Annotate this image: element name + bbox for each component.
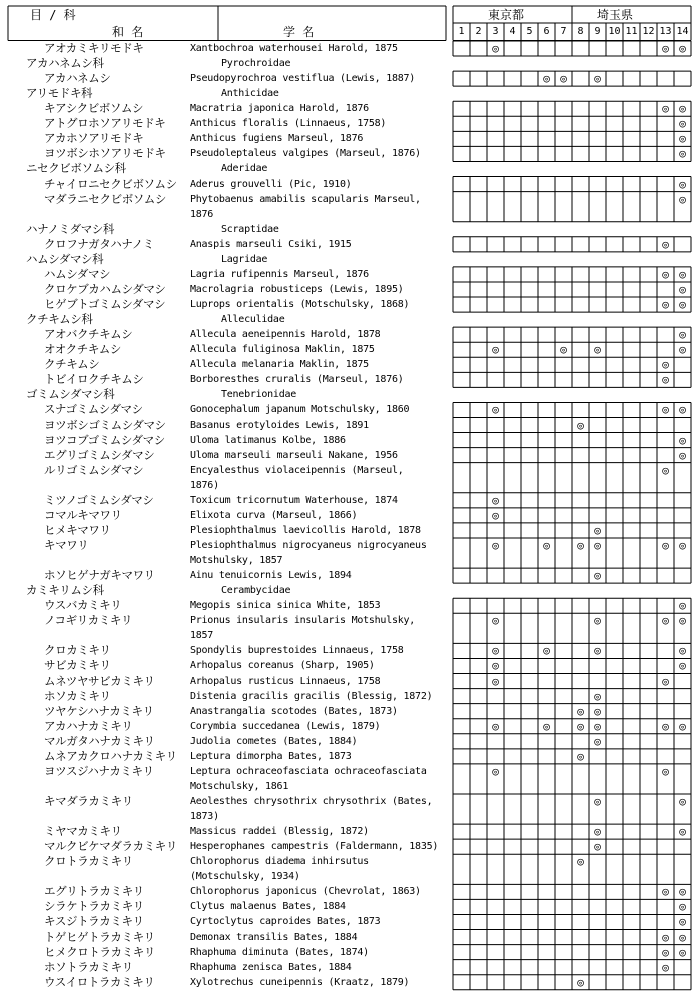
- species-name-ja: ホソカミキリ: [44, 688, 111, 703]
- presence-mark: ◎: [594, 719, 601, 733]
- presence-mark: ◎: [679, 900, 686, 914]
- species-name-sci: Judolia cometes (Bates, 1884): [190, 735, 358, 747]
- species-name-sci: Ainu tenuicornis Lewis, 1894: [190, 570, 352, 582]
- species-name-sci: Demonax transilis Bates, 1884: [190, 931, 358, 943]
- presence-mark: ◎: [662, 463, 669, 477]
- header-order-family: 目 / 科: [30, 8, 76, 22]
- presence-mark: ◎: [679, 614, 686, 628]
- site-number: 13: [659, 26, 672, 37]
- species-name-sci: Hesperophanes campestris (Faldermann, 1835): [190, 841, 439, 853]
- species-name-sci: Encyalesthus violaceipennis (Marseul,: [190, 464, 404, 476]
- family-name-ja: クチキムシ科: [26, 312, 93, 327]
- species-name-ja: ムネツヤサビカミキリ: [44, 673, 155, 688]
- presence-mark: ◎: [594, 840, 601, 854]
- presence-mark: ◎: [560, 343, 567, 357]
- presence-mark: ◎: [679, 328, 686, 342]
- species-name-ja: クロトラカミキリ: [44, 854, 133, 869]
- species-name-ja: スナゴミムシダマシ: [44, 402, 143, 417]
- presence-mark: ◎: [679, 298, 686, 312]
- presence-mark: ◎: [594, 689, 601, 703]
- family-name-ja: ゴミムシダマシ科: [26, 387, 115, 402]
- species-name-ja: クチキムシ: [44, 357, 100, 372]
- species-name-sci: Cyrtoclytus caproides Bates, 1873: [190, 916, 381, 928]
- header-scientific-name: 学 名: [283, 25, 315, 39]
- species-name-sci: Macratria japonica Harold, 1876: [190, 103, 369, 115]
- species-name-ja: トビイロクチキムシ: [44, 372, 144, 387]
- species-name-ja: マルクビケマダラカミキリ: [44, 839, 177, 854]
- presence-mark: ◎: [492, 644, 499, 658]
- species-name-ja: ヨツボシゴミムシダマシ: [44, 417, 166, 432]
- presence-mark: ◎: [662, 538, 669, 552]
- species-name-ja: コマルキマワリ: [44, 507, 122, 522]
- header-region-saitama: 埼玉県: [597, 8, 634, 22]
- presence-mark: ◎: [594, 795, 601, 808]
- site-number: 4: [509, 26, 516, 37]
- presence-mark: ◎: [577, 975, 584, 989]
- presence-mark: ◎: [543, 719, 550, 733]
- species-name-sci: Distenia gracilis gracilis (Blessig, 1872): [190, 690, 433, 702]
- species-name-sci: Pseudoleptaleus valgipes (Marseul, 1876): [190, 148, 421, 160]
- family-name-sci: Scraptidae: [221, 223, 279, 235]
- presence-mark: ◎: [594, 644, 601, 658]
- presence-mark: ◎: [679, 343, 686, 357]
- species-name-sci: Allecula aeneipennis Harold, 1878: [190, 329, 381, 341]
- presence-mark: ◎: [492, 764, 499, 778]
- presence-mark: ◎: [679, 599, 686, 613]
- species-name-sci: Borboresthes cruralis (Marseul, 1876): [190, 374, 404, 386]
- species-name-ja: ヒメキマワリ: [44, 522, 111, 537]
- species-name-ja: ツヤケシハナカミキリ: [44, 703, 154, 718]
- presence-mark: ◎: [594, 72, 601, 86]
- species-name-ja: キアシクビボソムシ: [44, 101, 144, 116]
- species-name-ja: ムネアカクロハナカミキリ: [44, 748, 177, 763]
- presence-mark: ◎: [679, 930, 686, 944]
- presence-mark: ◎: [492, 343, 499, 357]
- species-name-sci: Plesiophthalmus nigrocyaneus nigrocyaneus: [190, 539, 427, 551]
- site-number: 1: [458, 26, 465, 37]
- species-name-sci-continued: 1876): [190, 479, 219, 491]
- family-name-sci: Pyrochroidae: [221, 58, 291, 70]
- presence-mark: ◎: [577, 538, 584, 552]
- species-name-ja: エグリトラカミキリ: [44, 884, 144, 899]
- species-name-sci-continued: (Motschulsky, 1934): [190, 871, 300, 883]
- presence-mark: ◎: [679, 117, 686, 131]
- species-name-sci: Basanus erotyloides Lewis, 1891: [190, 419, 369, 431]
- species-name-ja: ミツノゴミムシダマシ: [44, 492, 154, 507]
- presence-mark: ◎: [594, 614, 601, 628]
- species-name-sci: Aderus grouvelli (Pic, 1910): [190, 178, 352, 190]
- presence-mark: ◎: [679, 825, 686, 839]
- presence-mark: ◎: [577, 749, 584, 763]
- presence-mark: ◎: [679, 267, 686, 281]
- presence-mark: ◎: [662, 885, 669, 899]
- species-name-ja: アカハネムシ: [44, 71, 111, 86]
- presence-mark: ◎: [679, 448, 686, 462]
- species-name-ja: ハムシダマシ: [44, 266, 111, 281]
- species-name-sci: Anthicus floralis (Linnaeus, 1758): [190, 118, 387, 130]
- presence-mark: ◎: [492, 719, 499, 733]
- site-number: 6: [543, 26, 550, 37]
- presence-mark: ◎: [679, 192, 686, 206]
- species-name-ja: ヒゲブトゴミムシダマシ: [44, 297, 166, 312]
- species-name-ja: アトグロホソアリモドキ: [44, 116, 166, 131]
- family-name-sci: Aderidae: [221, 163, 268, 175]
- presence-mark: ◎: [679, 945, 686, 959]
- family-name-sci: Anthicidae: [221, 88, 279, 100]
- species-name-ja: エグリゴミムシダマシ: [44, 447, 155, 462]
- presence-mark: ◎: [662, 764, 669, 778]
- species-name-sci: Elixota curva (Marseul, 1866): [190, 509, 358, 521]
- species-name-sci: Macrolagria robusticeps (Lewis, 1895): [190, 283, 404, 295]
- species-name-sci: Xylotrechus cuneipennis (Kraatz, 1879): [190, 976, 410, 988]
- family-name-sci: Tenebrionidae: [221, 389, 297, 401]
- species-name-sci: Rhaphuma zenisca Bates, 1884: [190, 961, 352, 973]
- site-number: 2: [475, 26, 482, 37]
- site-number: 3: [492, 26, 499, 37]
- site-number: 7: [560, 26, 567, 37]
- site-number: 10: [608, 26, 621, 37]
- presence-mark: ◎: [662, 614, 669, 628]
- species-name-ja: クロカミキリ: [44, 643, 111, 658]
- family-name-sci: Cerambycidae: [221, 585, 291, 597]
- species-name-sci: Lagria rufipennis Marseul, 1876: [190, 268, 369, 280]
- presence-mark: ◎: [679, 147, 686, 161]
- presence-mark: ◎: [679, 719, 686, 733]
- species-name-ja: シラケトラカミキリ: [44, 899, 144, 914]
- presence-mark: ◎: [662, 358, 669, 372]
- species-name-ja: ヨツスジハナカミキリ: [44, 763, 154, 778]
- presence-mark: ◎: [492, 403, 499, 417]
- presence-mark: ◎: [492, 42, 499, 55]
- presence-mark: ◎: [679, 538, 686, 552]
- presence-mark: ◎: [543, 538, 550, 552]
- species-name-ja: サビカミキリ: [44, 658, 111, 673]
- presence-mark: ◎: [679, 177, 686, 191]
- presence-mark: ◎: [662, 237, 669, 251]
- species-name-sci: Pseudopyrochroa vestiflua (Lewis, 1887): [190, 73, 416, 85]
- species-name-ja: キマダラカミキリ: [44, 794, 133, 808]
- presence-mark: ◎: [679, 433, 686, 447]
- species-name-ja: オオクチキムシ: [44, 342, 122, 357]
- presence-mark: ◎: [679, 885, 686, 899]
- species-name-ja: ノコギリカミキリ: [44, 613, 133, 628]
- presence-mark: ◎: [679, 102, 686, 116]
- presence-mark: ◎: [679, 659, 686, 673]
- species-name-sci: Allecula fuliginosa Maklin, 1875: [190, 344, 375, 356]
- presence-mark: ◎: [594, 538, 601, 552]
- family-name-ja: カミキリムシ科: [26, 583, 104, 598]
- species-name-sci: Leptura dimorpha Bates, 1873: [190, 750, 352, 762]
- species-name-sci: Plesiophthalmus laevicollis Harold, 1878: [190, 524, 421, 536]
- species-name-ja: ホソトラカミキリ: [44, 959, 133, 974]
- presence-mark: ◎: [679, 795, 686, 808]
- species-name-sci: Spondylis buprestoides Linnaeus, 1758: [190, 645, 404, 657]
- presence-mark: ◎: [662, 403, 669, 417]
- presence-mark: ◎: [594, 825, 601, 839]
- presence-mark: ◎: [577, 704, 584, 718]
- species-name-ja: ウスバカミキリ: [44, 598, 122, 613]
- presence-mark: ◎: [543, 72, 550, 86]
- species-name-ja: アカホソアリモドキ: [44, 131, 144, 146]
- species-name-ja: ヨツボシホソアリモドキ: [44, 146, 166, 161]
- species-name-ja: キスジトラカミキリ: [44, 914, 144, 929]
- presence-mark: ◎: [577, 855, 584, 869]
- presence-mark: ◎: [594, 734, 601, 748]
- presence-mark: ◎: [662, 674, 669, 688]
- species-name-ja: キマワリ: [44, 537, 89, 552]
- presence-mark: ◎: [662, 945, 669, 959]
- species-name-sci: Aeolesthes chrysothrix chrysothrix (Bates,: [190, 796, 433, 807]
- presence-mark: ◎: [492, 659, 499, 673]
- species-name-sci: Gonocephalum japanum Motschulsky, 1860: [190, 404, 410, 416]
- species-name-ja: チャイロニセクビボソムシ: [44, 176, 177, 191]
- species-name-ja: ウスイロトラカミキリ: [44, 974, 155, 989]
- species-name-sci: Uloma marseuli marseuli Nakane, 1956: [190, 449, 398, 461]
- presence-mark: ◎: [662, 373, 669, 387]
- presence-mark: ◎: [492, 508, 499, 522]
- species-name-sci: Leptura ochraceofasciata ochraceofasciata: [190, 765, 427, 777]
- species-name-ja: トゲヒゲトラカミキリ: [44, 929, 155, 944]
- species-name-ja: クロケブカハムシダマシ: [44, 281, 166, 296]
- species-name-sci: Xantbochroa waterhousei Harold, 1875: [190, 43, 398, 54]
- species-name-sci: Uloma latimanus Kolbe, 1886: [190, 434, 346, 446]
- family-name-ja: アカハネムシ科: [26, 56, 104, 71]
- family-name-sci: Alleculidae: [221, 314, 285, 326]
- species-name-ja: ヨツコブゴミムシダマシ: [44, 432, 165, 447]
- presence-mark: ◎: [577, 418, 584, 432]
- presence-mark: ◎: [492, 674, 499, 688]
- presence-mark: ◎: [679, 915, 686, 929]
- species-name-sci: Anastrangalia scotodes (Bates, 1873): [190, 705, 398, 717]
- species-name-sci: Allecula melanaria Maklin, 1875: [190, 359, 369, 371]
- presence-mark: ◎: [662, 930, 669, 944]
- species-name-ja: マルガタハナカミキリ: [44, 733, 155, 748]
- species-name-sci: Corymbia succedanea (Lewis, 1879): [190, 720, 381, 732]
- family-name-ja: ハムシダマシ科: [26, 251, 104, 266]
- species-name-ja: ヒメクロトラカミキリ: [44, 944, 155, 959]
- species-name-sci: Toxicum tricornutum Waterhouse, 1874: [190, 494, 398, 506]
- presence-mark: ◎: [594, 343, 601, 357]
- site-number: 8: [577, 26, 584, 37]
- header-japanese-name: 和 名: [112, 25, 144, 39]
- species-name-sci: Arhopalus rusticus Linnaeus, 1758: [190, 675, 381, 687]
- species-name-ja: アカハナカミキリ: [44, 718, 133, 733]
- family-name-ja: ニセクビボソムシ科: [26, 161, 126, 176]
- species-name-ja: アオバクチキムシ: [44, 327, 133, 342]
- presence-mark: ◎: [543, 644, 550, 658]
- species-name-sci: Chlorophorus japonicus (Chevrolat, 1863): [190, 886, 421, 898]
- species-name-sci-continued: 1876: [190, 208, 214, 220]
- presence-mark: ◎: [679, 644, 686, 658]
- species-name-sci-continued: Motshulsky, 1857: [190, 555, 283, 567]
- presence-mark: ◎: [662, 298, 669, 312]
- species-name-ja: ルリゴミムシダマシ: [44, 462, 144, 477]
- presence-mark: ◎: [679, 282, 686, 296]
- family-name-sci: Lagridae: [221, 253, 268, 265]
- family-name-ja: アリモドキ科: [26, 86, 93, 101]
- species-name-ja: アオカミキリモドキ: [44, 41, 144, 55]
- site-number: 9: [594, 26, 601, 37]
- species-name-sci: Chlorophorus diadema inhirsutus: [190, 856, 369, 868]
- species-name-sci-continued: 1873): [190, 811, 219, 823]
- presence-mark: ◎: [662, 719, 669, 733]
- presence-mark: ◎: [662, 267, 669, 281]
- site-number: 12: [642, 26, 655, 37]
- presence-mark: ◎: [594, 523, 601, 537]
- species-name-sci: Anthicus fugiens Marseul, 1876: [190, 133, 364, 145]
- species-name-sci-continued: 1857: [190, 630, 214, 642]
- species-name-sci: Clytus malaenus Bates, 1884: [190, 901, 346, 913]
- site-number: 11: [625, 26, 638, 37]
- species-name-sci: Massicus raddei (Blessig, 1872): [190, 826, 369, 838]
- species-name-sci: Arhopalus coreanus (Sharp, 1905): [190, 660, 375, 672]
- site-number: 14: [676, 26, 689, 37]
- site-number: 5: [526, 26, 533, 37]
- species-name-ja: ホソヒゲナガキマワリ: [44, 568, 155, 583]
- presence-mark: ◎: [560, 72, 567, 86]
- presence-mark: ◎: [679, 42, 686, 55]
- species-name-ja: マダラニセクビボソムシ: [44, 191, 166, 206]
- species-name-ja: クロフナガタハナノミ: [44, 236, 154, 251]
- species-name-sci-continued: Motschulsky, 1861: [190, 780, 289, 792]
- species-name-sci: Megopis sinica sinica White, 1853: [190, 600, 381, 612]
- presence-mark: ◎: [594, 569, 601, 583]
- species-name-ja: ミヤマカミキリ: [44, 824, 122, 839]
- species-name-sci: Phytobaenus amabilis scapularis Marseul,: [190, 193, 421, 205]
- presence-mark: ◎: [594, 704, 601, 718]
- species-name-sci: Luprops orientalis (Motschulsky, 1868): [190, 299, 410, 311]
- species-name-sci: Prionus insularis insularis Motshulsky,: [190, 615, 416, 627]
- presence-mark: ◎: [492, 538, 499, 552]
- presence-mark: ◎: [492, 614, 499, 628]
- species-name-sci: Rhaphuma diminuta (Bates, 1874): [190, 946, 369, 958]
- presence-mark: ◎: [679, 132, 686, 146]
- presence-mark: ◎: [662, 960, 669, 974]
- species-name-sci: Anaspis marseuli Csiki, 1915: [190, 238, 352, 250]
- header-region-tokyo: 東京都: [488, 8, 525, 22]
- family-name-ja: ハナノミダマシ科: [26, 221, 114, 236]
- presence-mark: ◎: [662, 42, 669, 55]
- presence-mark: ◎: [679, 403, 686, 417]
- presence-mark: ◎: [577, 719, 584, 733]
- presence-mark: ◎: [492, 493, 499, 507]
- presence-mark: ◎: [662, 102, 669, 116]
